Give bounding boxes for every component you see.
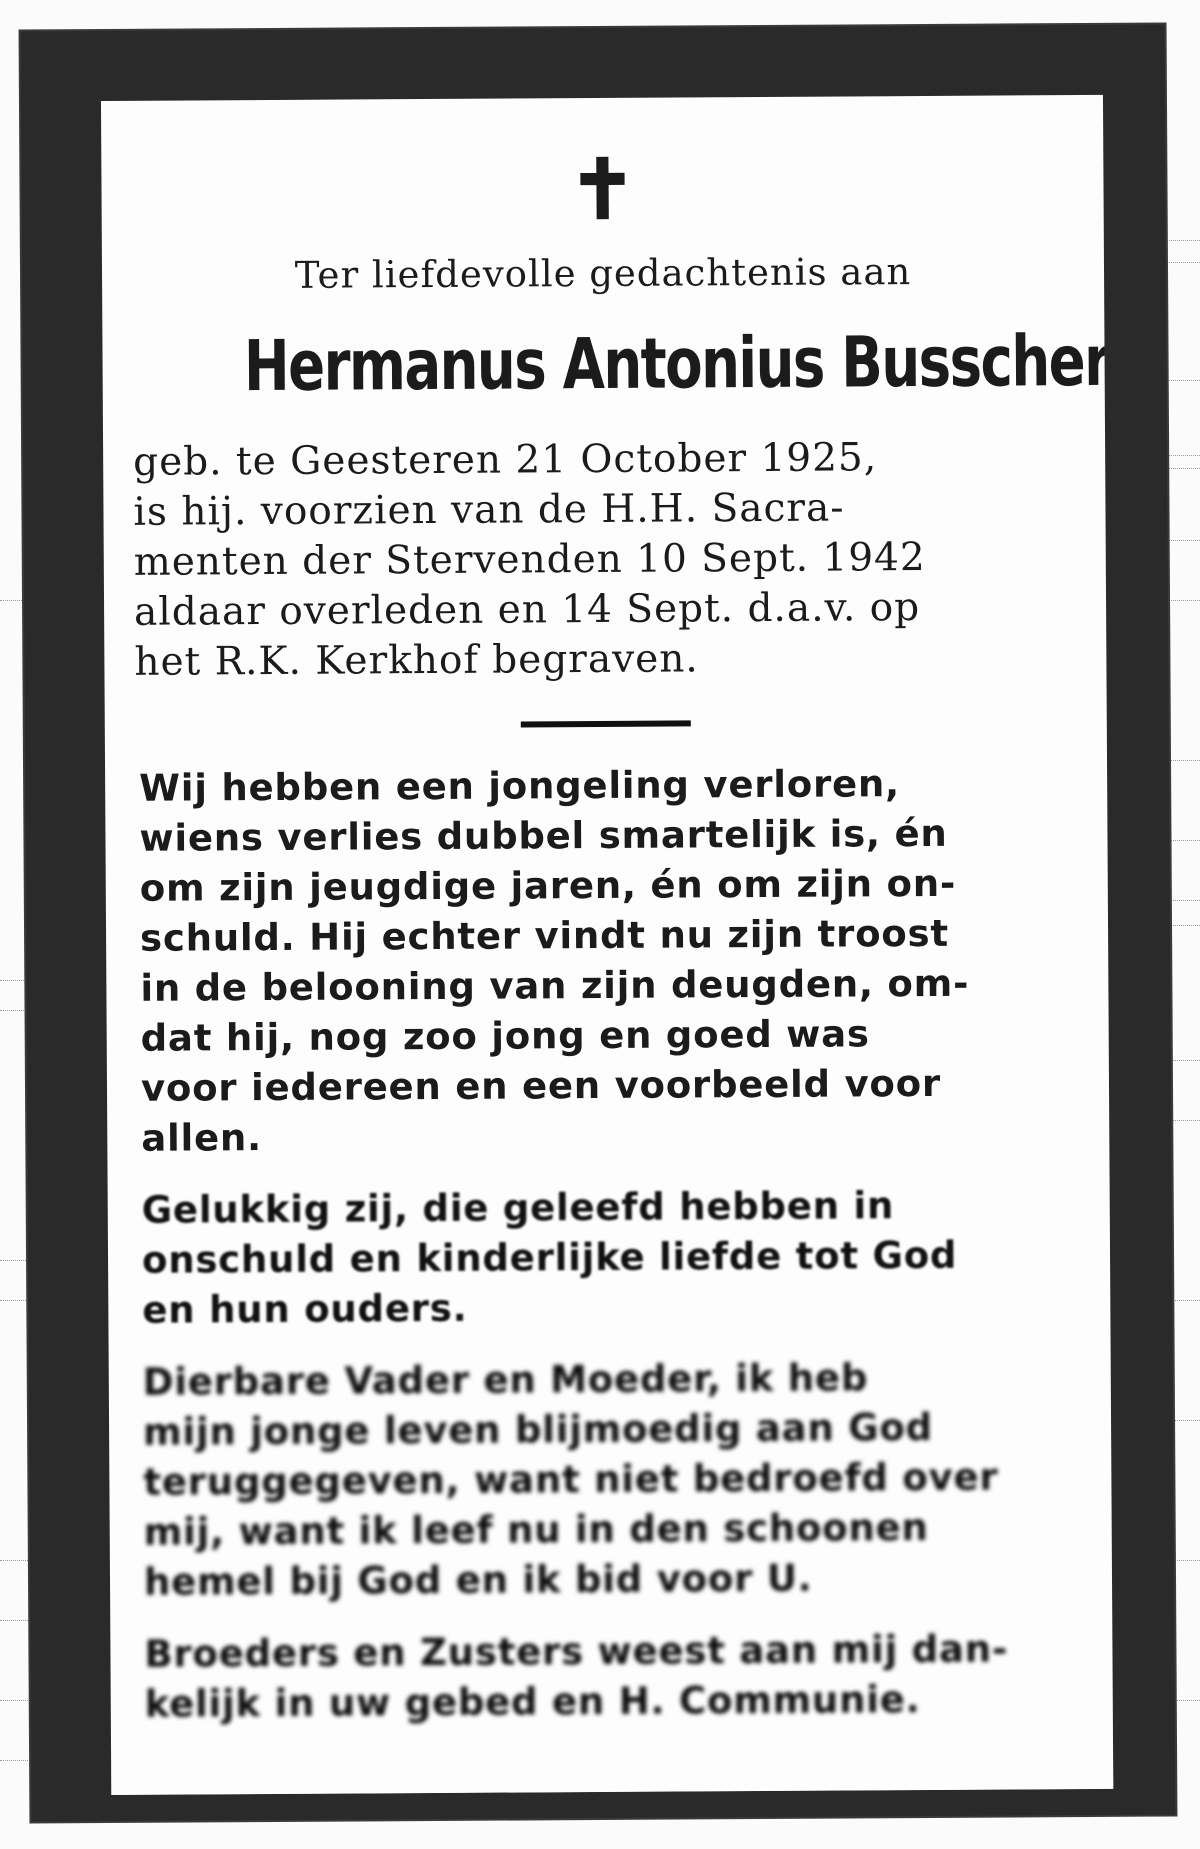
biography [133,432,1077,688]
paragraph-line: om zijn jeugdige jaren, én om zijn on- [139,861,957,910]
paragraph-line: en hun ouders. [142,1286,468,1332]
paragraph-line: Wij hebben een jongeling verloren, [139,762,901,810]
paragraph-line: dat hij, nog zoo jong en goed was [140,1012,870,1060]
paragraph-line: teruggegeven, want niet bedroefd over [143,1455,999,1504]
memorial-card-body [101,95,1113,1795]
paragraph-line: voor iedereen en een voorbeeld voor [140,1061,942,1110]
paragraph-line: mij, want ik leef nu in den schoonen [143,1505,929,1554]
bottom-edge-fade [111,1749,1113,1795]
memorial-card [21,25,1176,1822]
biography-line: het R.K. Kerkhof begraven. [134,636,699,685]
paragraph-line: Broeders en Zusters weest aan mij dan- [144,1627,1009,1676]
biography-line: geb. te Geesteren 21 October 1925, [133,435,878,485]
memorial-intro: Ter liefdevolle gedachtenis aan [294,250,912,297]
paragraph-farewell [143,1352,1079,1608]
section-divider [521,720,691,727]
paragraph-line: wiens verlies dubbel smartelijk is, én [139,811,948,860]
biography-line: aldaar overleden en 14 Sept. d.a.v. op [133,585,921,635]
paragraph-line: in de belooning van zijn deugden, om- [140,961,970,1010]
biography-line: is hij. voorzien van de H.H. Sacra- [133,485,845,535]
paragraph-line: Gelukkig zij, die geleefd hebben in [141,1184,895,1232]
paragraph-line: allen. [141,1116,263,1160]
paragraph-request [144,1624,1079,1730]
paragraph-line: mijn jonge leven blijmoedig aan God [142,1405,934,1454]
paragraph-line: onschuld en kinderlijke liefde tot God [141,1233,958,1282]
paragraph-beatitude [142,1180,1077,1336]
biography-line: menten der Stervenden 10 Sept. 1942 [133,534,926,585]
cross-icon: ✝ [567,141,638,239]
deceased-name: Hermanus Antonius Busscher [243,319,1110,408]
paragraph-tribute [139,758,1075,1164]
paragraph-line: schuld. Hij echter vindt nu zijn troost [139,911,949,960]
paragraph-line: kelijk in uw gebed en H. Communie. [144,1678,921,1726]
paragraph-line: hemel bij God en ik bid voor U. [143,1556,813,1604]
paragraph-line: Dierbare Vader en Moeder, ik heb [142,1356,869,1404]
